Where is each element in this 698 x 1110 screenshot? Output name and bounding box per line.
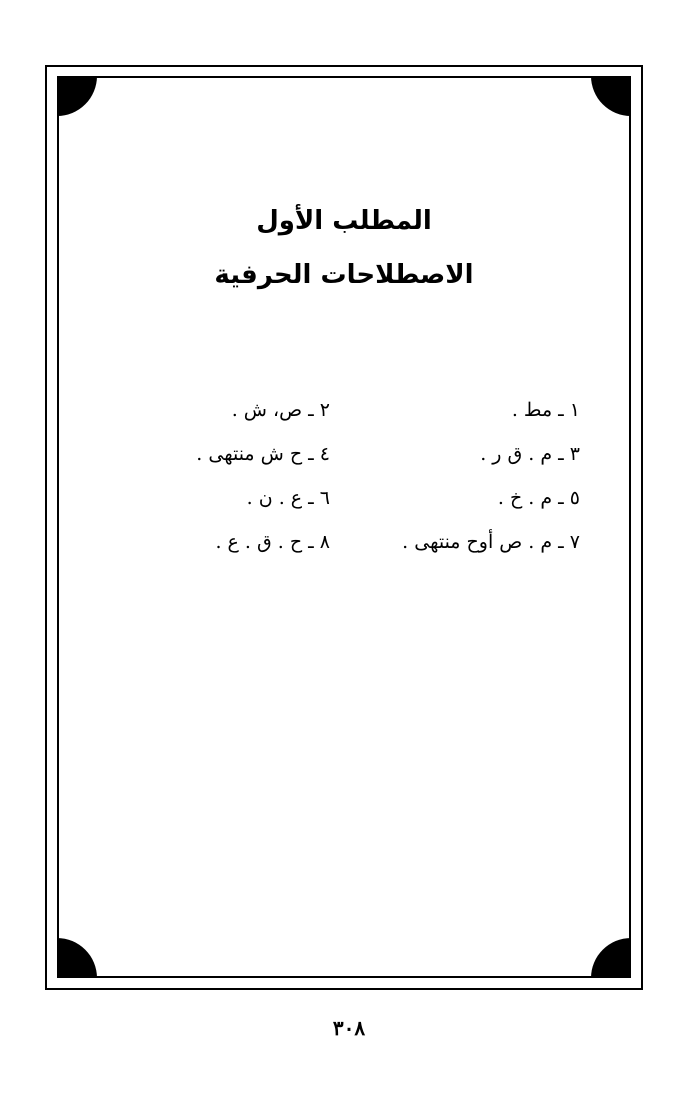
abbreviation-list [120, 395, 580, 571]
list-item: ٦ ـ ع . ن . [246, 487, 330, 509]
list-item: ٢ ـ ص، ش . [231, 399, 330, 421]
list-item: ٧ ـ م . ص أوح منتهى . [402, 531, 580, 553]
list-item: ٣ ـ م . ق ر . [480, 443, 580, 465]
list-item: ١ ـ مط . [511, 399, 580, 421]
chapter-title: المطلب الأول [256, 206, 432, 236]
page-number: ٣٠٨ [332, 1016, 366, 1040]
list-item: ٤ ـ ح ش منتهى . [196, 443, 330, 465]
list-item: ٥ ـ م . خ . [497, 487, 580, 509]
section-title: الاصطلاحات الحرفية [214, 260, 474, 290]
list-item: ٨ ـ ح . ق . ع . [215, 531, 330, 553]
